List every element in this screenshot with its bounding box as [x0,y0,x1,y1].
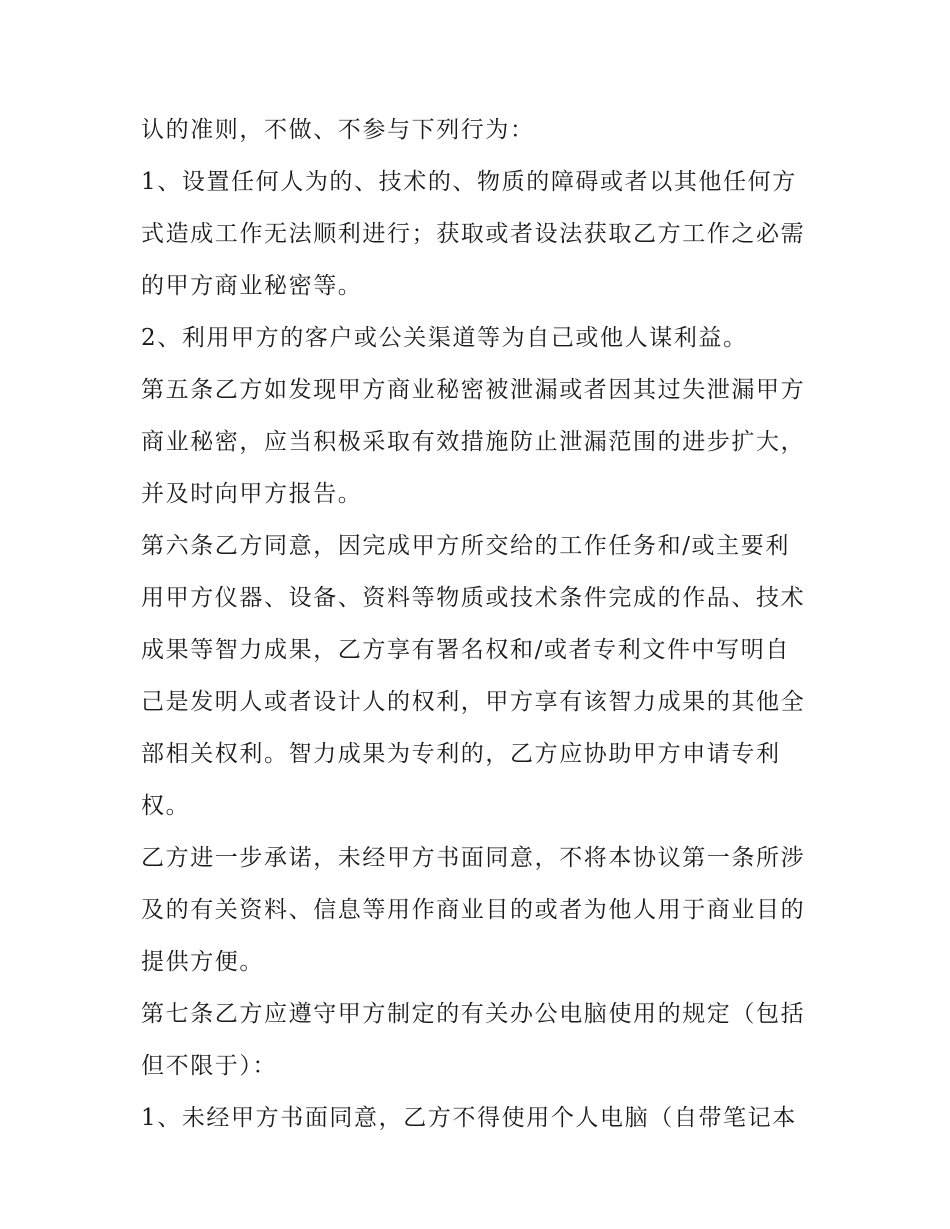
text-line: 2、利用甲方的客户或公关渠道等为自己或他人谋利益。 [141,325,748,351]
text-line: 1、设置任何人为的、技术的、物质的障碍或者以其他任何方 [141,169,797,195]
text-line: 及的有关资料、信息等用作商业目的或者为他人用于商业目的 [141,897,806,923]
text-line: 部相关权利。智力成果为专利的，乙方应协助甲方申请专利 [141,741,781,767]
text-line: 但不限于）： [141,1053,278,1079]
text-line: 第五条乙方如发现甲方商业秘密被泄漏或者因其过失泄漏甲方 [141,377,806,403]
text-line: 商业秘密，应当积极采取有效措施防止泄漏范围的进步扩大， [141,429,806,455]
text-line: 己是发明人或者设计人的权利，甲方享有该智力成果的其他全 [141,689,806,715]
text-line: 认的准则，不做、不参与下列行为： [141,117,535,143]
text-line: 提供方便。 [141,949,264,975]
text-line: 1、未经甲方书面同意，乙方不得使用个人电脑（自带笔记本 [141,1105,797,1131]
text-line: 用甲方仪器、设备、资料等物质或技术条件完成的作品、技术 [141,585,806,611]
text-line: 乙方进一步承诺，未经甲方书面同意，不将本协议第一条所涉 [141,845,806,871]
text-line: 并及时向甲方报告。 [141,481,363,507]
text-line: 权。 [141,793,191,819]
text-line: 第七条乙方应遵守甲方制定的有关办公电脑使用的规定（包括 [141,1001,806,1027]
document-body [141,104,821,1144]
text-line: 成果等智力成果，乙方享有署名权和/或者专利文件中写明自 [141,637,790,663]
text-line: 第六条乙方同意，因完成甲方所交给的工作任务和/或主要利 [141,533,790,559]
text-line: 式造成工作无法顺利进行；获取或者设法获取乙方工作之必需 [141,221,806,247]
text-line: 的甲方商业秘密等。 [141,273,363,299]
